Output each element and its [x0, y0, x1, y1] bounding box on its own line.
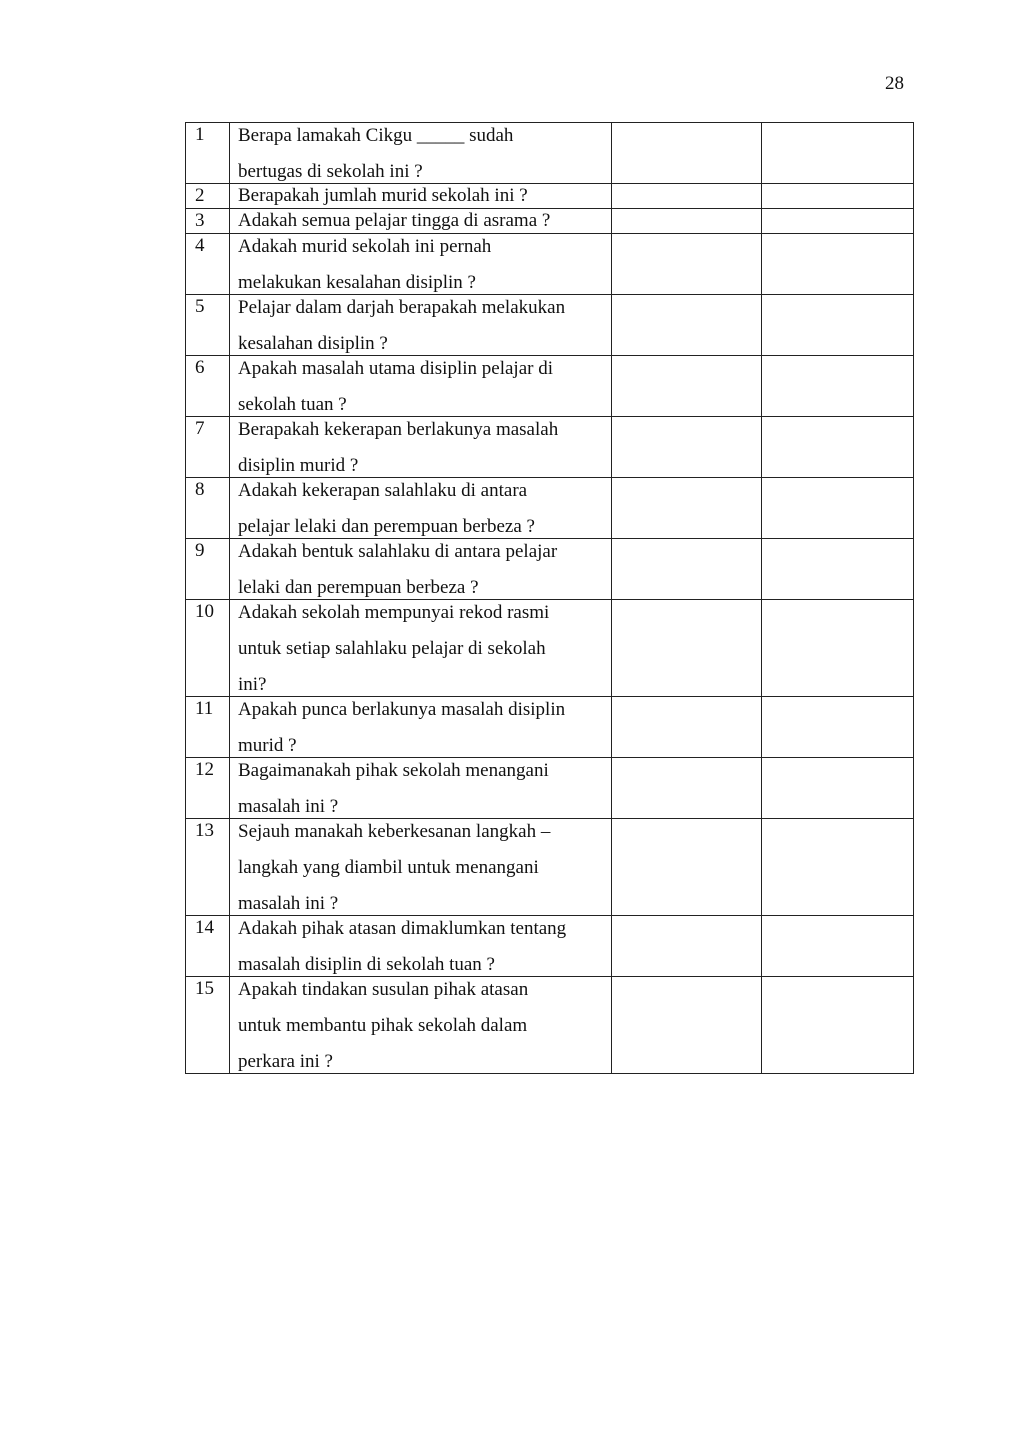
question-text-line: Berapakah jumlah murid sekolah ini ?: [238, 185, 528, 206]
answer-cell: [612, 916, 762, 977]
table-row: [186, 356, 914, 417]
table-row: [186, 539, 914, 600]
question-text: [230, 417, 612, 478]
answer-cell: [612, 356, 762, 417]
table-row: [186, 697, 914, 758]
remarks-cell: [762, 977, 914, 1074]
remarks-cell: [762, 758, 914, 819]
question-text: [230, 123, 612, 184]
remarks-cell: [762, 356, 914, 417]
remarks-cell: [762, 478, 914, 539]
answer-cell: [612, 184, 762, 209]
question-text-line: bertugas di sekolah ini ?: [238, 161, 423, 182]
question-text-line: masalah ini ?: [238, 796, 339, 817]
question-number: 12: [186, 758, 230, 819]
answer-cell: [612, 697, 762, 758]
table-row: [186, 916, 914, 977]
remarks-cell: [762, 295, 914, 356]
question-text: [230, 758, 612, 819]
question-text-line: Adakah bentuk salahlaku di antara pelajar: [238, 541, 558, 562]
question-text: [230, 539, 612, 600]
remarks-cell: [762, 417, 914, 478]
remarks-cell: [762, 697, 914, 758]
remarks-cell: [762, 123, 914, 184]
question-number: 13: [186, 819, 230, 916]
question-text: [230, 295, 612, 356]
remarks-cell: [762, 209, 914, 234]
answer-cell: [612, 758, 762, 819]
page-number: 28: [885, 73, 904, 94]
remarks-cell: [762, 819, 914, 916]
question-text-line: untuk setiap salahlaku pelajar di sekolah: [238, 638, 546, 659]
question-text-line: masalah disiplin di sekolah tuan ?: [238, 954, 495, 975]
answer-cell: [612, 819, 762, 916]
question-text: [230, 209, 612, 234]
questionnaire-table: [185, 122, 914, 1074]
question-number: 4: [186, 234, 230, 295]
table-row: [186, 417, 914, 478]
question-text-line: Bagaimanakah pihak sekolah menangani: [238, 760, 549, 781]
question-number: 2: [186, 184, 230, 209]
table-row: [186, 478, 914, 539]
remarks-cell: [762, 600, 914, 697]
question-text: [230, 184, 612, 209]
question-text: [230, 916, 612, 977]
question-text-line: Apakah punca berlakunya masalah disiplin: [238, 699, 566, 720]
question-text-line: melakukan kesalahan disiplin ?: [238, 272, 476, 293]
table-row: [186, 184, 914, 209]
question-text-line: pelajar lelaki dan perempuan berbeza ?: [238, 516, 535, 537]
remarks-cell: [762, 539, 914, 600]
question-text: [230, 600, 612, 697]
table-row: [186, 295, 914, 356]
question-text-line: lelaki dan perempuan berbeza ?: [238, 577, 479, 598]
question-number: 9: [186, 539, 230, 600]
question-text-line: Apakah tindakan susulan pihak atasan: [238, 979, 529, 1000]
table-row: [186, 758, 914, 819]
question-number: 8: [186, 478, 230, 539]
question-text-line: Berapa lamakah Cikgu _____ sudah: [238, 125, 514, 146]
table-row: [186, 234, 914, 295]
answer-cell: [612, 977, 762, 1074]
remarks-cell: [762, 184, 914, 209]
answer-cell: [612, 123, 762, 184]
question-text: [230, 478, 612, 539]
answer-cell: [612, 478, 762, 539]
question-text-line: Berapakah kekerapan berlakunya masalah: [238, 419, 559, 440]
remarks-cell: [762, 234, 914, 295]
questionnaire-table-body: [186, 123, 914, 1074]
question-text: [230, 356, 612, 417]
question-text-line: Adakah kekerapan salahlaku di antara: [238, 480, 528, 501]
question-text-line: masalah ini ?: [238, 893, 339, 914]
table-row: [186, 209, 914, 234]
answer-cell: [612, 209, 762, 234]
question-text-line: Adakah pihak atasan dimaklumkan tentang: [238, 918, 567, 939]
question-text-line: Adakah sekolah mempunyai rekod rasmi: [238, 602, 550, 623]
answer-cell: [612, 417, 762, 478]
question-text-line: Sejauh manakah keberkesanan langkah –: [238, 821, 551, 842]
question-number: 6: [186, 356, 230, 417]
question-text: [230, 697, 612, 758]
question-number: 11: [186, 697, 230, 758]
answer-cell: [612, 600, 762, 697]
question-number: 15: [186, 977, 230, 1074]
question-text-line: Adakah murid sekolah ini pernah: [238, 236, 492, 257]
question-number: 1: [186, 123, 230, 184]
answer-cell: [612, 539, 762, 600]
question-text-line: Adakah semua pelajar tingga di asrama ?: [238, 210, 551, 231]
question-text: [230, 977, 612, 1074]
table-row: [186, 819, 914, 916]
question-text-line: untuk membantu pihak sekolah dalam: [238, 1015, 528, 1036]
question-text-line: Pelajar dalam darjah berapakah melakukan: [238, 297, 566, 318]
question-number: 7: [186, 417, 230, 478]
table-row: [186, 977, 914, 1074]
question-text: [230, 234, 612, 295]
answer-cell: [612, 295, 762, 356]
question-number: 14: [186, 916, 230, 977]
question-text: [230, 819, 612, 916]
remarks-cell: [762, 916, 914, 977]
question-text-line: Apakah masalah utama disiplin pelajar di: [238, 358, 553, 379]
question-text-line: langkah yang diambil untuk menangani: [238, 857, 539, 878]
question-text-line: kesalahan disiplin ?: [238, 333, 388, 354]
answer-cell: [612, 234, 762, 295]
question-text-line: disiplin murid ?: [238, 455, 359, 476]
question-text-line: perkara ini ?: [238, 1051, 333, 1072]
table-row: [186, 600, 914, 697]
question-text-line: sekolah tuan ?: [238, 394, 347, 415]
question-number: 10: [186, 600, 230, 697]
question-text-line: murid ?: [238, 735, 297, 756]
question-number: 5: [186, 295, 230, 356]
table-row: [186, 123, 914, 184]
question-number: 3: [186, 209, 230, 234]
question-text-line: ini?: [238, 674, 267, 695]
